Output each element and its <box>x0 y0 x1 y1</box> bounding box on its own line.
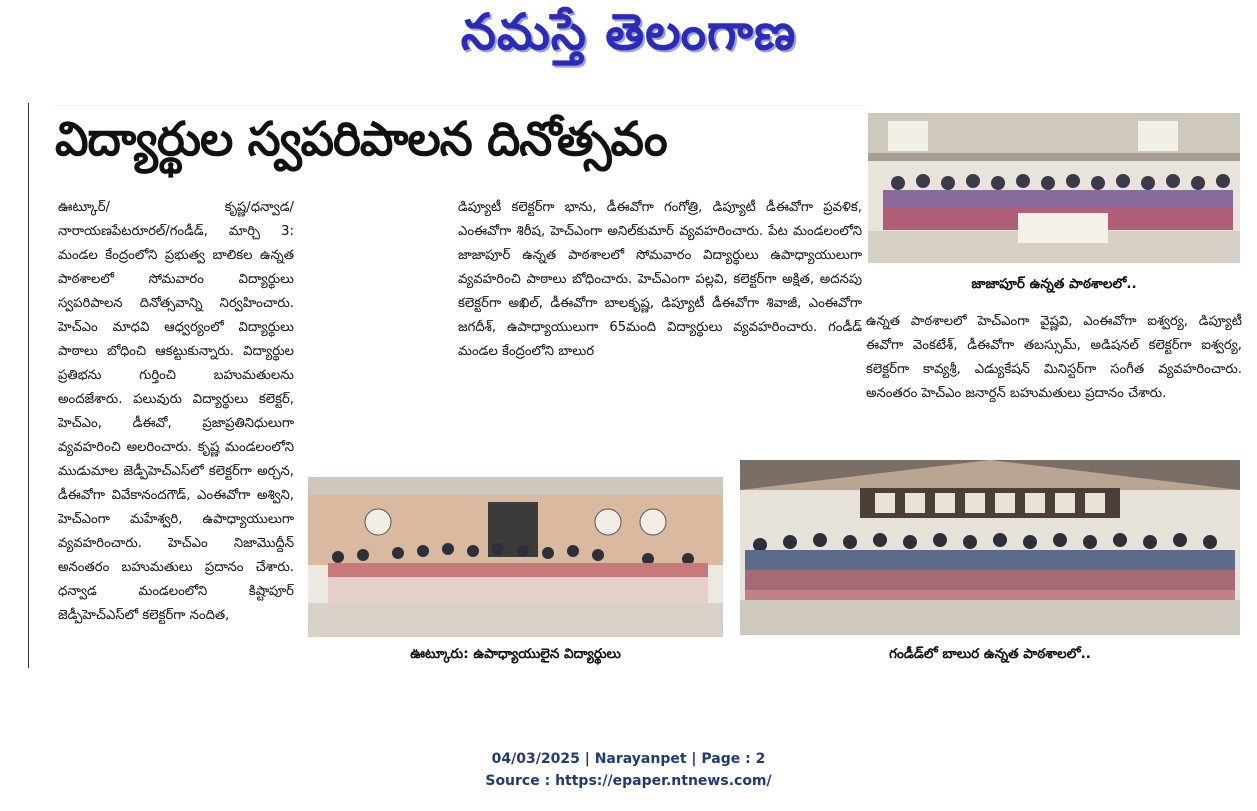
headline-block <box>55 105 865 186</box>
article-column-2 <box>458 196 862 442</box>
photo-caption: జాజాపూర్ ఉన్నత పాఠశాలలో.. <box>971 276 1137 292</box>
jajapur-school-photo <box>868 113 1240 263</box>
photo-caption: ఊట్కూరు: ఉపాధ్యాయులైన విద్యార్థులు <box>410 646 621 662</box>
headline: విద్యార్థుల స్వపరిపాలన దినోత్సవం <box>55 112 667 167</box>
article-column-1 <box>58 196 294 666</box>
utkoor-students-photo <box>308 477 723 637</box>
footer-source[interactable]: Source : https://epaper.ntnews.com/ <box>485 773 772 789</box>
footer <box>0 748 1257 798</box>
photo-caption: గండీడ్‌లో బాలుర ఉన్నత పాఠశాలలో.. <box>889 646 1091 662</box>
footer-date-edition: 04/03/2025 | Narayanpet | Page : 2 <box>491 751 766 767</box>
gandeed-school-photo <box>740 460 1240 635</box>
column-divider <box>28 103 29 668</box>
adjacent-article-fragment <box>0 110 22 650</box>
newspaper-title: నమస్తే తెలంగాణ <box>460 2 797 61</box>
article-text: ఊట్కూర్/ కృష్ణ/ధన్వాడ/నారాయణపేటరూరల్/గండీడ్, మార్చి 3: మండల కేంద్రంలోని ప్రభుత్వ బాలికల ఉన్నత పాఠశాలలో సోమవారం విద్యార్థులు స్వపరిపాలన దినోత్సవాన్ని నిర్వహించారు. హెచ్ఎం మాధవి ఆధ్వర్యంలో విద్యార్థులు పాఠాలు బోధించి ఆకట్టుకున్నారు. విద్యార్థుల ప్రతిభను గుర్తించి బహుమతులను అందజేశారు. పలువురు విద్యార్థులు కలెక్టర్, హెచ్ఎం, డీఈవో, ప్రజాప్రతినిధులుగా వ్యవహరించి అలరించారు. కృష్ణ మండలంలోని ముడుమాల జెడ్పీహెచ్ఎస్‌లో కలెక్టర్‌గా అర్చన, డీఈవోగా వివేకానందగౌడ్, ఎంఈవోగా అశ్విని, హెచ్ఎంగా మహేశ్వరి, ఉపాధ్యాయులుగా వ్యవహరించారు. హెచ్ఎం నిజామొద్దీన్ అనంతరం బహుమతులు ప్రదానం చేశారు. ధన్వాడ మండలంలోని కిష్టాపూర్ జెడ్పీహెచ్ఎస్‌లో కలెక్టర్‌గా నందిత, <box>58 200 294 623</box>
article-text: ఉన్నత పాఠశాలలో హెచ్ఎంగా వైష్ణవి, ఎంఈవోగా ఐశ్వర్య, డిప్యూటీ ఈవోగా వెంకటేశ్, డీఈవోగా తబస్సుమ్, అడిషనల్ కలెక్టర్‌గా ఐశ్వర్య, కలెక్టర్‌గా కావ్యశ్రీ, ఎడ్యుకేషన్ మినిస్టర్‌గా సంగీత వ్యవహరించారు. అనంతరం హెచ్ఎం జనార్దన్ బహుమతులు ప్రదానం చేశారు. <box>866 314 1242 401</box>
article-column-3 <box>866 310 1242 456</box>
article-text: డిప్యూటీ కలెక్టర్‌గా భాను, డీఈవోగా గంగోత్రి, డిప్యూటీ డీఈవోగా ప్రవళిక, ఎంఈవోగా శిరీష, హెచ్ఎంగా అనిల్‌కుమార్ వ్యవహరించారు. పేట మండలంలోని జాజాపూర్ ఉన్నత పాఠశాలలో సోమవారం విద్యార్థులు ఉపాధ్యాయులుగా వ్యవహరించి పాఠాలు బోధించారు. హెచ్ఎంగా పల్లవి, కలెక్టర్‌గా అక్షిత, అదనపు కలెక్టర్‌గా అఖిల్, డీఈవోగా బాలకృష్ణ, డిప్యూటీ డీఈవోగా శివాజీ, ఎంఈవోగా జగదీశ్, ఉపాధ్యాయులుగా 65మంది విద్యార్థులు వ్యవహరించారు. గండీడ్ మండల కేంద్రంలోని బాలుర <box>458 200 862 359</box>
masthead <box>0 0 1257 80</box>
